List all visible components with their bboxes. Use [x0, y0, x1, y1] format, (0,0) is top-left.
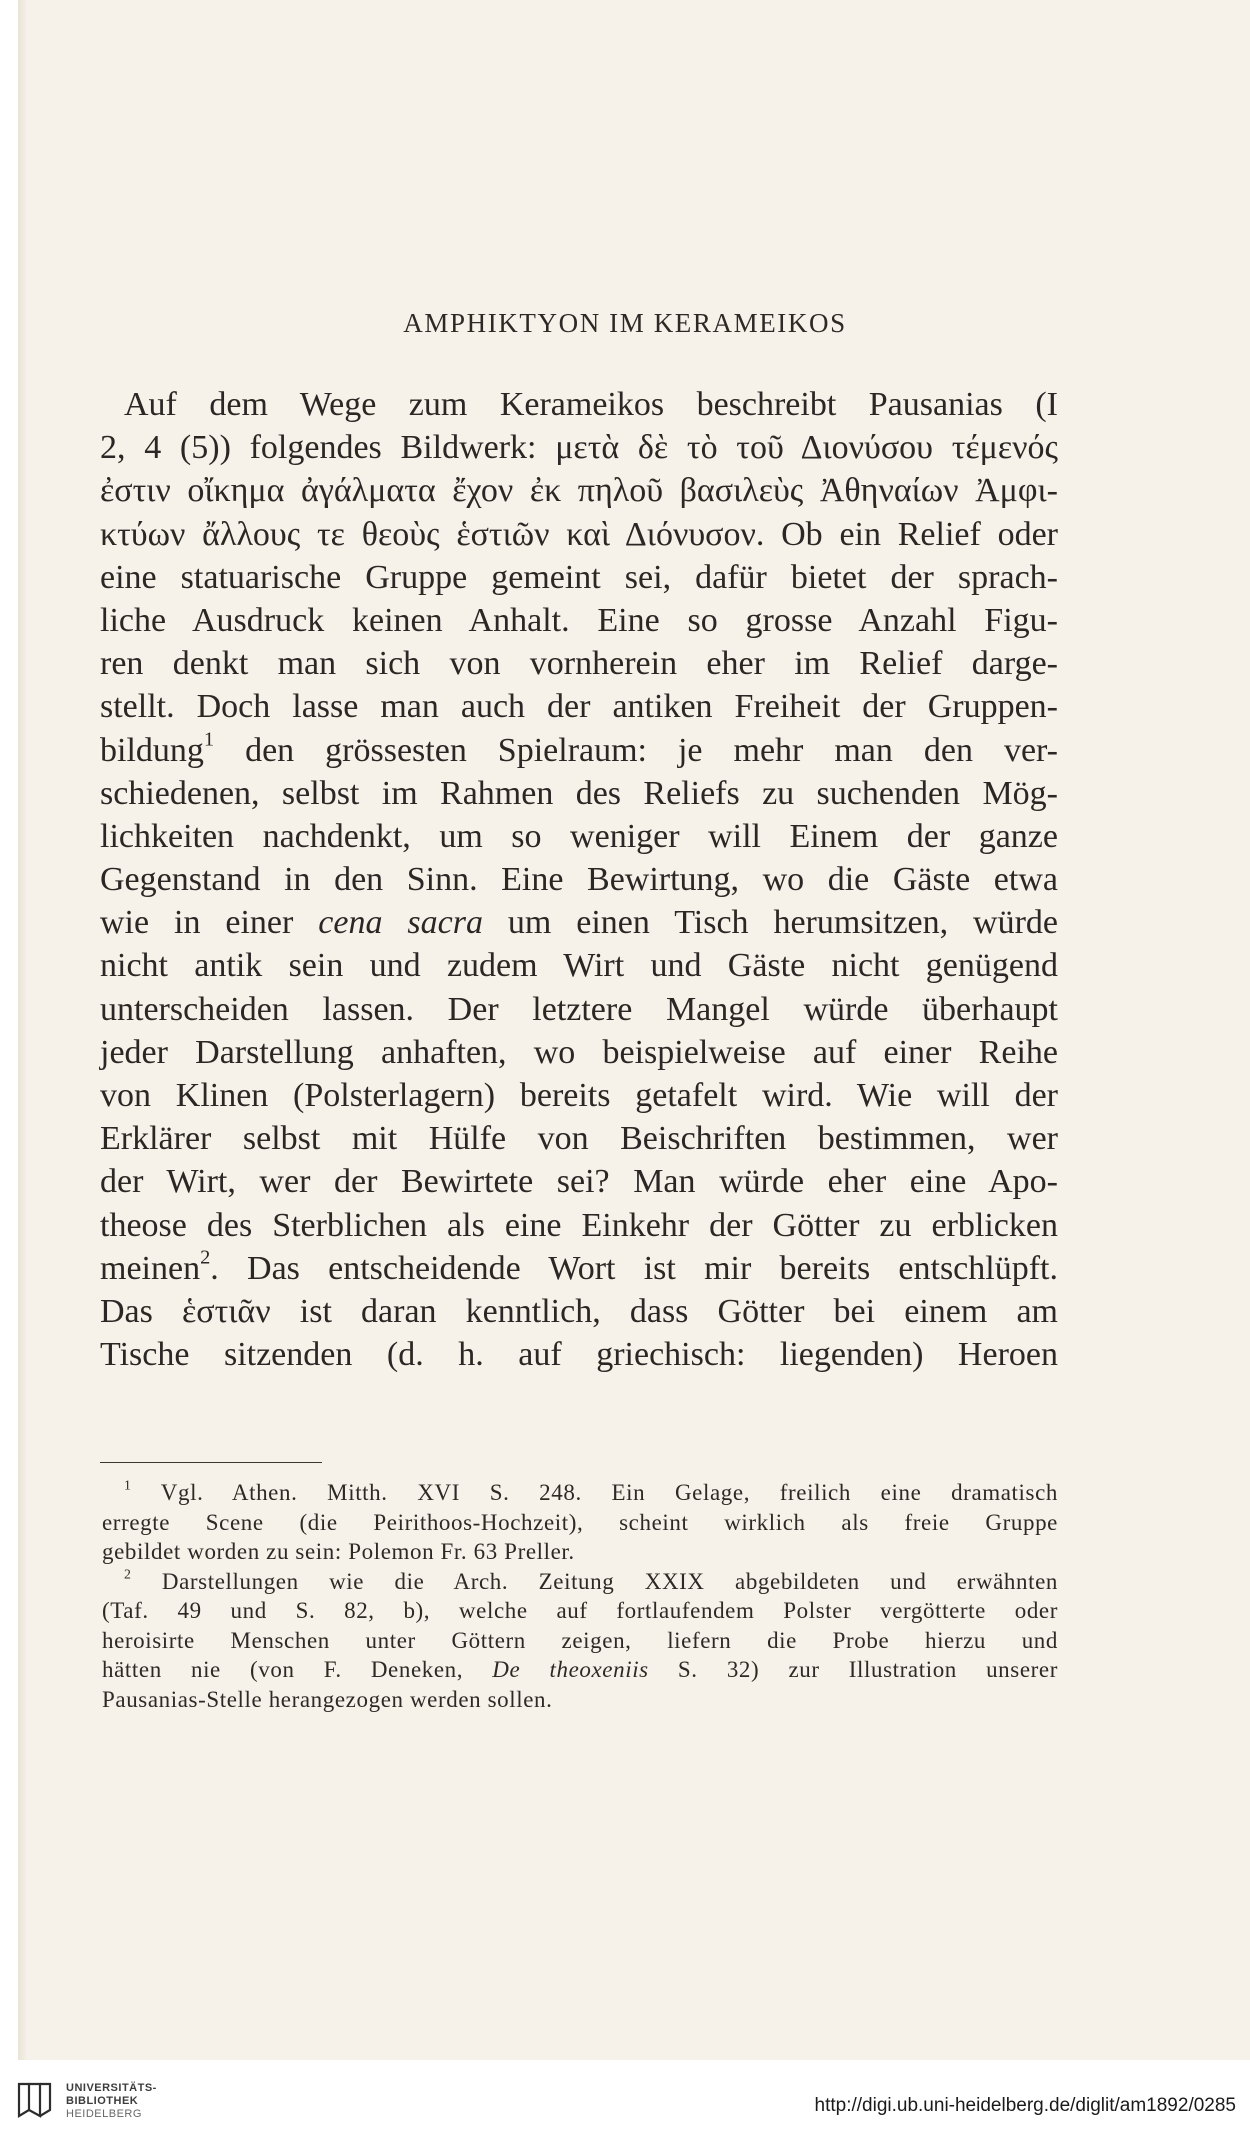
text-fragment: . Das entscheidende Wort ist mir bereits entschlüpft. [210, 1249, 1058, 1287]
footnote-line [102, 1567, 1058, 1597]
footnote-line [102, 1478, 1058, 1508]
text-line: lichkeiten nachdenkt, um so weniger will Einem der ganze [100, 817, 1058, 855]
running-head: AMPHIKTYON IM KERAMEIKOS [403, 308, 847, 338]
text-line: stellt. Doch lasse man auch der antiken Freiheit der Gruppen- [100, 688, 1058, 726]
italic-phrase: cena sacra [318, 904, 483, 942]
footnote-line: heroisirte Menschen unter Göttern zeigen, liefern die Probe hierzu und [102, 1627, 1058, 1653]
footnote-text: hätten nie (von F. Deneken, [102, 1657, 464, 1682]
text-line: schiedenen, selbst im Rahmen des Reliefs zu suchenden Mög- [100, 774, 1058, 812]
text-line [100, 901, 1058, 944]
footnote-text: Darstellungen wie die Arch. Zeitung XXIX abgebildeten und erwähnten [161, 1568, 1058, 1594]
text-fragment: wie in einer [100, 904, 294, 942]
library-name-line: UNIVERSITÄTS- [66, 2082, 157, 2094]
footnote-line: Pausanias-Stelle herangezogen werden sollen. [102, 1686, 553, 1712]
text-line: der Wirt, wer der Bewirtete sei? Man würde eher eine Apo- [100, 1163, 1058, 1201]
text-line: Das ἑστιᾶν ist daran kenntlich, dass Götter bei einem am [100, 1292, 1058, 1330]
italic-title: De theoxeniis [492, 1657, 649, 1682]
footnote-line [102, 1655, 1058, 1685]
text-line: 2, 4 (5)) folgendes Bildwerk: μετὰ δὲ τὸ τοῦ Διονύσου τέμενός [100, 429, 1058, 467]
text-line: ren denkt man sich von vornherein eher im Relief darge- [100, 645, 1058, 683]
text-line: jeder Darstellung anhaften, wo beispielweise auf einer Reihe [100, 1033, 1058, 1071]
text-line: ἐστιν οἴκημα ἀγάλματα ἔχον ἐκ πηλοῦ βασιλεὺς Ἀθηναίων Ἀμφι- [100, 472, 1058, 510]
text-line: von Klinen (Polsterlagern) bereits getafelt wird. Wie will der [100, 1077, 1058, 1114]
footnote-text: Vgl. Athen. Mitth. XVI S. 248. Ein Gelage, freilich eine dramatisch [160, 1480, 1058, 1505]
library-name-line: HEIDELBERG [66, 2108, 142, 2120]
text-fragment: meinen [100, 1249, 201, 1287]
footnote-ref: 2 [200, 1246, 211, 1269]
library-name [66, 2082, 157, 2121]
text-line: unterscheiden lassen. Der letztere Mangel würde überhaupt [100, 990, 1058, 1028]
text-line: Gegenstand in den Sinn. Eine Bewirtung, wo die Gäste etwa [100, 861, 1058, 899]
text-line [100, 1247, 1058, 1290]
footnote-line: gebildet worden zu sein: Polemon Fr. 63 Preller. [102, 1539, 575, 1564]
text-line: nicht antik sein und zudem Wirt und Gäste nicht genügend [100, 947, 1058, 985]
footnote-line: (Taf. 49 und S. 82, b), welche auf fortlaufendem Polster vergötterte oder [102, 1598, 1058, 1623]
text-line: Auf dem Wege zum Kerameikos beschreibt Pausanias (I [124, 386, 1058, 423]
text-fragment: um einen Tisch herumsitzen, würde [507, 904, 1059, 942]
library-name-line: BIBLIOTHEK [66, 2095, 139, 2107]
footnote-rule [100, 1462, 322, 1463]
text-line: eine statuarische Gruppe gemeint sei, dafür bietet der sprach- [100, 558, 1058, 596]
footnote-ref: 1 [203, 728, 215, 751]
text-fragment: den grössesten Spielraum: je mehr man den ver- [214, 731, 1058, 769]
footnotes [102, 1478, 1058, 1714]
footnote-number: 1 [124, 1477, 132, 1493]
main-text [100, 383, 1058, 1376]
footnote-text: S. 32) zur Illustration unserer [677, 1657, 1058, 1682]
text-line: κτύων ἄλλους τε θεοὺς ἑστιῶν καὶ Διόνυσον. Ob ein Relief oder [100, 515, 1058, 553]
text-fragment: bildung [100, 731, 204, 769]
footnote-line: erregte Scene (die Peirithoos-Hochzeit), scheint wirklich als freie Gruppe [102, 1509, 1058, 1535]
text-line [100, 729, 1058, 772]
text-line: Erklärer selbst mit Hülfe von Beischriften bestimmen, wer [100, 1120, 1058, 1158]
text-line: Tische sitzenden (d. h. auf griechisch: liegenden) Heroen [100, 1336, 1058, 1374]
footnote-number: 2 [124, 1566, 132, 1582]
university-library-logo-icon [14, 2080, 54, 2120]
text-line: liche Ausdruck keinen Anhalt. Eine so grosse Anzahl Figu- [100, 601, 1058, 639]
source-url[interactable]: http://digi.ub.uni-heidelberg.de/diglit/am1892/0285 [814, 2095, 1236, 2116]
text-line: theose des Sterblichen als eine Einkehr der Götter zu erblicken [100, 1206, 1058, 1244]
